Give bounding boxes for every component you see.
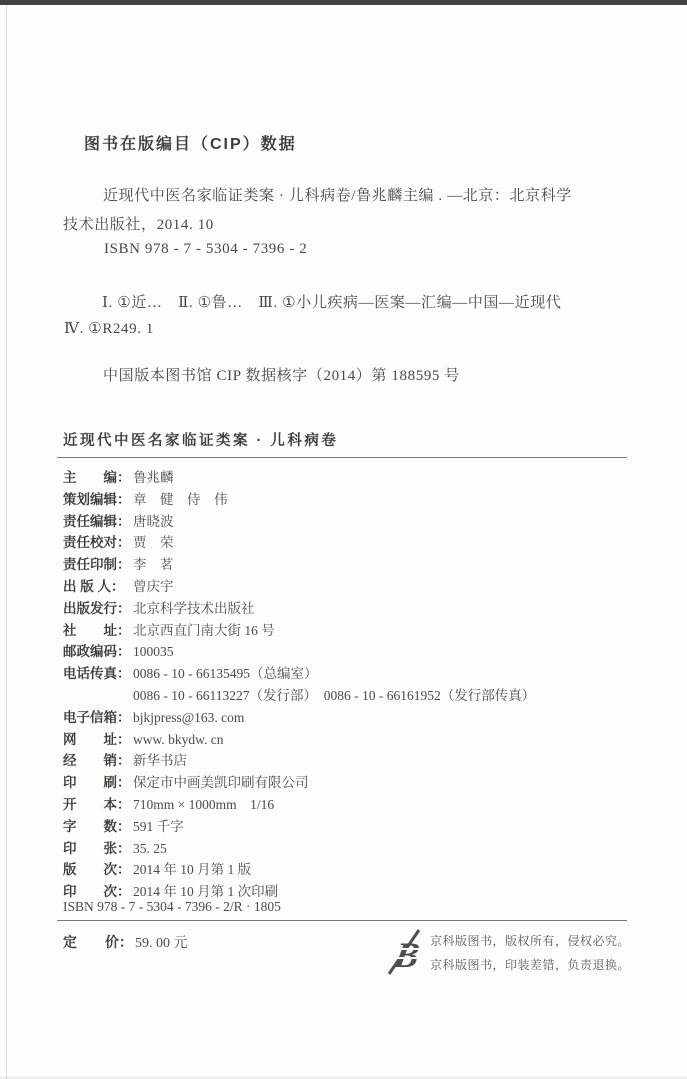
- colophon-row: [63, 707, 633, 729]
- svg-text:B: B: [391, 935, 423, 975]
- colophon-row: [63, 859, 633, 881]
- colophon-row-label: 责任校对：: [63, 535, 131, 551]
- colophon-row-label: 印 张：: [63, 840, 131, 856]
- colophon-row-label: 开 本：: [63, 796, 131, 812]
- price-value: 59. 00 元: [135, 936, 188, 951]
- colophon-row: [63, 598, 633, 620]
- colophon-row-value: 100035: [133, 644, 174, 660]
- colophon-row-value: bjkjpress@163. com: [133, 709, 245, 725]
- colophon-row-value: 章 健 侍 伟: [133, 491, 228, 507]
- cip-description-line2: 技术出版社，2014. 10: [63, 217, 214, 233]
- colophon-row: [63, 663, 633, 685]
- colophon-row-label: 版 次：: [63, 862, 131, 878]
- colophon-row: [63, 554, 633, 576]
- colophon-row-value: 唐晓波: [133, 513, 174, 529]
- colophon-row: [63, 794, 633, 816]
- colophon-row-label: 邮政编码：: [63, 644, 131, 660]
- colophon-row-label: 责任编辑：: [63, 513, 131, 529]
- colophon-row-label: 印 刷：: [63, 775, 131, 791]
- scan-edge-top: [0, 0, 687, 5]
- colophon-row-value: 710mm × 1000mm 1/16: [133, 796, 275, 812]
- colophon-row-label: 经 销：: [63, 753, 131, 769]
- colophon-row-value: 35. 25: [133, 840, 167, 856]
- colophon-row-label: 电子信箱：: [63, 709, 131, 725]
- book-title: 近现代中医名家临证类案 · 儿科病卷: [63, 433, 339, 449]
- colophon-row: [63, 750, 633, 772]
- jingke-b-logo-icon: [386, 927, 428, 977]
- colophon-row-label: 印 次：: [63, 884, 131, 900]
- colophon-row-label: 策划编辑：: [63, 491, 131, 507]
- colophon-row-label: 社 址：: [63, 622, 131, 638]
- publisher-notice: [430, 929, 630, 977]
- colophon-row: [63, 816, 633, 838]
- colophon-row-label: 电话传真：: [63, 666, 131, 682]
- colophon-row-value: 贾 荣: [133, 535, 174, 551]
- price-divider: [57, 920, 627, 921]
- colophon-row-label: 出版发行：: [63, 600, 131, 616]
- colophon-row: [63, 641, 633, 663]
- price-label: 定 价：: [63, 934, 133, 950]
- colophon-row: [63, 685, 633, 707]
- colophon-row-value: 保定市中画美凯印刷有限公司: [133, 775, 309, 791]
- cip-heading: 图书在版编目（CIP）数据: [84, 136, 297, 153]
- colophon-row-label: 网 址：: [63, 731, 131, 747]
- colophon-row: [63, 620, 633, 642]
- colophon-row-value: 鲁兆麟: [133, 470, 174, 485]
- cip-classification-line2: Ⅳ. ①R249. 1: [64, 321, 155, 337]
- scan-edge-left: [6, 5, 7, 1079]
- colophon-row-value: 北京科学技术出版社: [133, 600, 255, 616]
- colophon-row-value: 0086 - 10 - 66113227（发行部） 0086 - 10 - 66161952（发行部传真）: [133, 687, 536, 703]
- colophon-row: [63, 489, 633, 511]
- colophon-row-label: 字 数：: [63, 818, 131, 834]
- colophon-row-label: 主 编：: [63, 470, 131, 485]
- cip-classification-line1: Ⅰ. ①近… Ⅱ. ①鲁… Ⅲ. ①小儿疾病—医案—汇编—中国—近现代: [102, 295, 562, 311]
- colophon-row-value: 2014 年 10 月第 1 版: [133, 862, 252, 878]
- colophon-row-value: 0086 - 10 - 66135495（总编室）: [133, 666, 318, 682]
- scan-edge-bottom: [0, 1075, 687, 1079]
- colophon-row: [63, 532, 633, 554]
- colophon-row: [63, 467, 633, 489]
- colophon-row: [63, 838, 633, 860]
- colophon-row-value: 591 千字: [133, 818, 184, 834]
- colophon-row-value: 曾庆宇: [133, 578, 174, 594]
- colophon-rows: [63, 467, 633, 903]
- colophon-row-value: www. bkydw. cn: [133, 731, 224, 747]
- colophon-row-value: 李 茗: [133, 557, 174, 573]
- colophon-row-value: 新华书店: [133, 753, 187, 769]
- cip-description-line1: 近现代中医名家临证类案 · 儿科病卷/鲁兆麟主编 . —北京：北京科学: [103, 188, 572, 204]
- colophon-row-value: 北京西直门南大街 16 号: [133, 622, 275, 638]
- cip-isbn: ISBN 978 - 7 - 5304 - 7396 - 2: [104, 241, 308, 257]
- notice-line-1: 京科版图书，版权所有，侵权必究。: [430, 934, 631, 948]
- colophon-row-label: 出 版 人：: [63, 578, 125, 594]
- colophon-row-value: 2014 年 10 月第 1 次印刷: [133, 884, 279, 900]
- colophon-row: [63, 511, 633, 533]
- colophon-row: [63, 772, 633, 794]
- title-divider: [57, 457, 627, 458]
- colophon-row: [63, 729, 633, 751]
- colophon-row-label: 责任印制：: [63, 557, 131, 573]
- notice-line-2: 京科版图书，印装差错，负责退换。: [430, 958, 631, 972]
- cip-registration: 中国版本图书馆 CIP 数据核字（2014）第 188595 号: [103, 368, 460, 384]
- price-row: [63, 932, 188, 952]
- isbn-line: ISBN 978 - 7 - 5304 - 7396 - 2/R · 1805: [63, 899, 281, 914]
- colophon-row: [63, 576, 633, 598]
